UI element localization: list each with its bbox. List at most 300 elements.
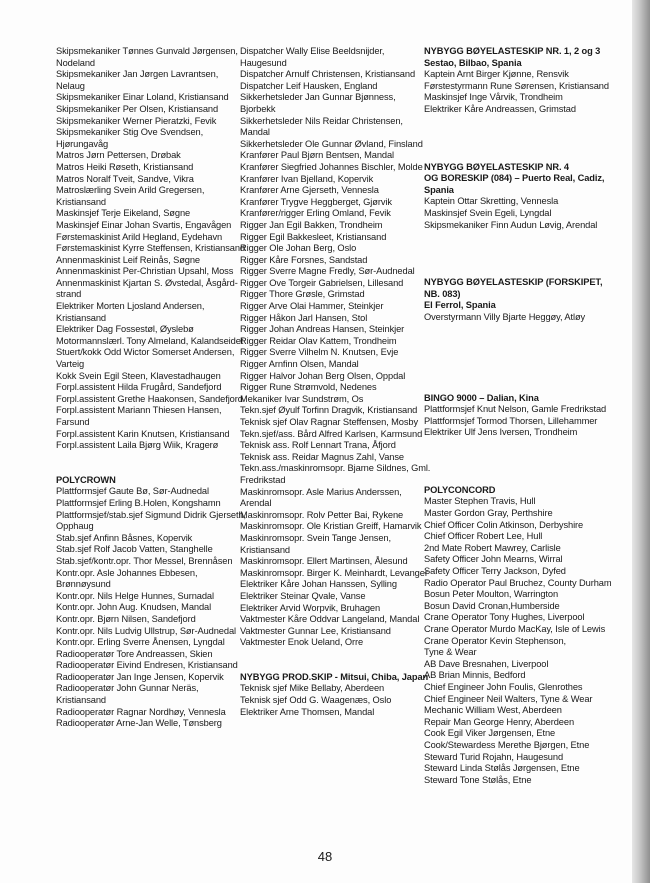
entry-line: Steward Linda Stølås Jørgensen, Etne	[424, 763, 580, 774]
entry-line: Dispatcher Arnulf Christensen, Kristiansand	[240, 69, 416, 80]
entry-line: Elektriker Kåre Johan Hanssen, Sylling	[240, 579, 397, 590]
entry-line: Forpl.assistent Grethe Haakonsen, Sandefjord	[56, 393, 243, 404]
crew-entry	[56, 509, 246, 533]
crew-entry	[240, 313, 422, 325]
entry-line: Kontr.opr. Asle Johannes Ebbesen,	[56, 567, 198, 578]
crew-entry	[424, 508, 614, 520]
crew-entry	[240, 162, 422, 174]
crew-entry	[240, 695, 422, 707]
entry-line: 2nd Mate Robert Mawrey, Carlisle	[424, 542, 561, 553]
page-edge-shadow	[632, 0, 650, 883]
entry-line: Skipsmekaniker Stig Ove Svendsen,	[56, 127, 204, 138]
crew-entry	[240, 174, 422, 186]
entry-line: Mekaniker Ivar Sundstrøm, Os	[240, 393, 364, 404]
crew-entry	[424, 81, 614, 93]
crew-entry	[240, 301, 422, 313]
entry-line: Rigger Rune Strømvold, Nedenes	[240, 382, 377, 393]
crew-entry	[424, 752, 614, 764]
entry-line: Skipsmekaniker Per Olsen, Kristiansand	[56, 103, 219, 114]
heading-line: El Ferrol, Spania	[424, 300, 496, 311]
crew-entry	[56, 672, 236, 684]
entry-line: Crane Operator Kevin Stephenson,	[424, 635, 567, 646]
section-spacer	[424, 370, 614, 393]
crew-entry	[56, 718, 236, 730]
crew-entry	[240, 150, 422, 162]
entry-line: Radiooperatør Ragnar Nordhøy, Vennesla	[56, 706, 226, 717]
crew-entry	[240, 116, 422, 139]
entry-line: Nelaug	[56, 80, 85, 91]
entry-line: Varteig	[56, 359, 85, 370]
entry-line: Steward Tone Stølås, Etne	[424, 774, 532, 785]
heading-line: NYBYGG BØYELASTESKIP (FORSKIPET,	[424, 277, 603, 288]
section-spacer	[424, 116, 614, 139]
crew-entry	[240, 220, 422, 232]
crew-entry	[424, 624, 614, 636]
entry-line: Teknisk sjef Mike Bellaby, Aberdeen	[240, 683, 385, 694]
entry-line: Rigger Thore Grøsle, Grimstad	[240, 289, 365, 300]
crew-entry	[424, 589, 614, 601]
crew-entry	[240, 92, 422, 115]
entry-line: Crane Operator Murdo MacKay, Isle of Lewis	[424, 624, 606, 634]
entry-line: Dispatcher Wally Elise Beeldsnijder,	[240, 46, 385, 56]
entry-line: Kranfører Arne Gjerseth, Vennesla	[240, 185, 379, 196]
entry-line: Brønnøysund	[56, 579, 111, 590]
entry-line: Elektriker Steinar Qvale, Vanse	[240, 590, 366, 601]
crew-entry	[424, 601, 614, 613]
entry-line: Nodeland	[56, 57, 96, 68]
crew-entry	[56, 266, 236, 278]
crew-entry	[56, 614, 236, 626]
crew-entry	[240, 521, 422, 533]
crew-entry	[56, 278, 236, 301]
crew-entry	[240, 394, 422, 406]
crew-entry	[424, 312, 614, 324]
entry-line: Kristiansand	[56, 312, 106, 323]
crew-entry	[240, 626, 422, 638]
crew-entry	[424, 92, 614, 104]
entry-line: Elektriker Arvid Worpvik, Bruhagen	[240, 602, 381, 613]
entry-line: Overstyrmann Villy Bjarte Heggøy, Atløy	[424, 311, 586, 322]
crew-entry	[240, 683, 422, 695]
entry-line: Vaktmester Gunnar Lee, Kristiansand	[240, 625, 391, 636]
crew-entry	[56, 393, 243, 406]
section-spacer	[424, 254, 614, 277]
entry-line: Rigger Egil Bakkesleet, Kristiansand	[240, 231, 387, 242]
heading-line: NYBYGG PROD.SKIP - Mitsui, Chiba, Japan	[240, 671, 429, 682]
crew-entry	[240, 382, 422, 394]
crew-entry	[424, 427, 614, 439]
crew-entry	[56, 440, 236, 452]
entry-line: Matros Jørn Pettersen, Drøbak	[56, 150, 181, 161]
entry-line: Førstestyrmann Rune Sørensen, Kristiansand	[424, 80, 609, 91]
crew-entry	[424, 670, 614, 682]
entry-line: Maskinromsopr. Asle Marius Anderssen,	[240, 486, 402, 497]
entry-line: Kranfører/rigger Erling Omland, Fevik	[240, 208, 391, 219]
heading-line: NYBYGG BØYELASTESKIP NR. 1, 2 og 3	[424, 46, 601, 56]
crew-entry	[424, 496, 614, 508]
entry-line: Rigger Jan Egil Bakken, Trondheim	[240, 219, 383, 230]
entry-line: Maskinromsopr. Ellert Martinsen, Ålesund	[240, 556, 408, 567]
entry-line: Forpl.assistent Karin Knutsen, Kristiansand	[56, 428, 230, 439]
crew-entry	[424, 520, 614, 532]
crew-entry	[56, 556, 236, 568]
heading-line: NB. 083)	[424, 288, 461, 299]
entry-line: Chief Officer Colin Atkinson, Derbyshire	[424, 519, 584, 530]
column-middle	[240, 46, 431, 718]
crew-entry	[240, 591, 422, 603]
crew-entry	[240, 81, 422, 93]
entry-line: Hjørungavåg	[56, 138, 109, 149]
crew-entry	[424, 659, 614, 671]
entry-line: Teknisk ass. Reidar Magnus Zahl, Vanse	[240, 451, 404, 462]
section-spacer	[424, 139, 614, 162]
entry-line: Repair Man George Henry, Aberdeen	[424, 716, 575, 727]
crew-entry	[240, 278, 422, 290]
entry-line: Mechanic William West, Aberdeen	[424, 705, 562, 716]
entry-line: Bjorbekk	[240, 103, 276, 114]
crew-entry	[56, 707, 236, 719]
column-left	[56, 46, 246, 730]
crew-entry	[56, 382, 236, 394]
entry-line: Maskinromsopr. Ole Kristian Greiff, Hamarvik	[240, 521, 422, 532]
crew-entry	[56, 335, 244, 348]
crew-entry	[240, 405, 422, 417]
crew-entry	[424, 728, 614, 740]
crew-entry	[56, 544, 236, 556]
entry-line: Kontr.opr. John Aug. Knudsen, Mandal	[56, 602, 212, 613]
crew-entry	[424, 554, 614, 566]
crew-entry	[240, 139, 422, 151]
crew-entry	[56, 127, 236, 150]
crew-entry	[240, 707, 422, 719]
entry-line: Cook Egil Viker Jørgensen, Etne	[424, 728, 556, 739]
section-heading	[424, 393, 614, 405]
entry-line: Sikkerhetsleder Nils Reidar Christensen,	[240, 115, 403, 126]
entry-line: Elektriker Ulf Jens Iversen, Trondheim	[424, 427, 578, 438]
entry-line: Skipsmekaniker Tønnes Gunvald Jørgensen,	[56, 46, 238, 56]
crew-entry	[240, 510, 422, 522]
page-number: 48	[317, 849, 333, 864]
entry-line: Kranfører Trygve Heggberget, Gjørvik	[240, 196, 392, 207]
entry-line: Annenmaskinist Kjartan S. Øvstedal, Åsgård-	[56, 277, 238, 288]
entry-line: Kontr.opr. Nils Ludvig Ullstrup, Sør-Audnedal	[56, 625, 236, 636]
crew-entry	[56, 174, 236, 186]
entry-line: Rigger Halvor Johan Berg Olsen, Oppdal	[240, 370, 406, 381]
entry-line: Rigger Sverre Vilhelm N. Knutsen, Evje	[240, 347, 399, 358]
crew-entry	[424, 636, 614, 659]
entry-line: Matroslærling Svein Arild Gregersen,	[56, 185, 205, 196]
entry-line: Haugesund	[240, 57, 287, 68]
crew-entry	[240, 336, 422, 348]
crew-entry	[56, 568, 236, 591]
entry-line: Kristiansand	[56, 695, 106, 706]
entry-line: Stab.sjef Anfinn Båsnes, Kopervik	[56, 532, 193, 543]
entry-line: Annenmaskinist Leif Reinås, Søgne	[56, 254, 200, 265]
crew-entry	[424, 196, 614, 208]
crew-entry	[240, 371, 422, 383]
crew-entry	[424, 208, 614, 220]
crew-entry	[240, 243, 422, 255]
entry-line: Dispatcher Leif Hausken, England	[240, 80, 378, 91]
crew-entry	[424, 416, 614, 428]
crew-entry	[240, 197, 422, 209]
entry-line: Master Gordon Gray, Perthshire	[424, 508, 553, 519]
entry-line: Forpl.assistent Hilda Frugård, Sandefjord	[56, 382, 222, 393]
crew-entry	[240, 603, 422, 615]
entry-line: Tekn.sjef/ass. Bård Alfred Karlsen, Karmsund	[240, 428, 423, 439]
crew-entry	[56, 371, 236, 383]
entry-line: Kontr.opr. Bjørn Nilsen, Sandefjord	[56, 613, 196, 624]
entry-line: Rigger Johan Andreas Hansen, Steinkjer	[240, 324, 405, 335]
crew-entry	[424, 705, 614, 717]
crew-entry	[56, 637, 236, 649]
crew-entry	[56, 602, 236, 614]
entry-line: Matros Noralf Tveit, Sandve, Vikra	[56, 173, 194, 184]
entry-line: Opphaug	[56, 521, 94, 532]
crew-entry	[240, 232, 422, 244]
section-heading	[424, 485, 614, 497]
section-heading	[424, 162, 614, 197]
entry-line: Førstemaskinist Kyrre Steffensen, Kristiansand	[56, 243, 245, 254]
crew-entry	[56, 162, 236, 174]
crew-entry	[240, 637, 422, 649]
crew-entry	[424, 612, 614, 624]
entry-line: Chief Engineer John Foulis, Glenrothes	[424, 681, 583, 692]
entry-line: Rigger Reidar Olav Kattem, Trondheim	[240, 335, 397, 346]
entry-line: Stab.sjef/kontr.opr. Thor Messel, Brennåsen	[56, 555, 233, 566]
entry-line: Steward Turid Rojahn, Haugesund	[424, 751, 564, 762]
crew-entry	[56, 69, 236, 92]
entry-line: Plattformsjef Gaute Bø, Sør-Audnedal	[56, 486, 209, 497]
crew-entry	[424, 404, 614, 416]
crew-entry	[424, 543, 614, 555]
crew-entry	[424, 566, 614, 578]
crew-entry	[424, 531, 614, 543]
heading-line: BINGO 9000 – Dalian, Kina	[424, 392, 539, 403]
entry-line: Elektriker Kåre Andreassen, Grimstad	[424, 103, 576, 114]
entry-line: Tekn.ass./maskinromsopr. Bjarne Sildnes, Gml.	[240, 463, 431, 474]
crew-entry	[56, 46, 236, 69]
entry-line: AB Dave Bresnahen, Liverpool	[424, 658, 549, 669]
crew-entry	[424, 104, 614, 116]
entry-line: Motormannslærl. Tony Almeland, Kalandseidet	[56, 335, 244, 346]
entry-line: Chief Officer Robert Lee, Hull	[424, 531, 543, 542]
crew-entry	[56, 347, 236, 370]
crew-entry	[56, 486, 236, 498]
crew-entry	[240, 463, 431, 486]
crew-entry	[240, 347, 422, 359]
crew-entry	[56, 660, 236, 672]
entry-line: Teknisk sjef Odd G. Waagenæs, Oslo	[240, 695, 392, 706]
entry-line: Farsund	[56, 417, 90, 427]
crew-entry	[56, 626, 236, 638]
entry-line: Maskinsjef Svein Egeli, Lyngdal	[424, 207, 552, 218]
entry-line: Vaktmester Enok Ueland, Orre	[240, 637, 364, 648]
crew-entry	[240, 324, 422, 336]
crew-entry	[240, 429, 422, 441]
crew-entry	[240, 614, 422, 626]
entry-line: Kristiansand	[240, 544, 290, 555]
crew-entry	[240, 487, 422, 510]
entry-line: Matros Heiki Røseth, Kristiansand	[56, 161, 194, 172]
entry-line: Chief Engineer Neil Walters, Tyne & Wear	[424, 693, 593, 704]
crew-entry	[424, 740, 614, 752]
entry-line: Stab.sjef Rolf Jacob Vatten, Stanghelle	[56, 544, 213, 555]
crew-entry	[56, 649, 236, 661]
entry-line: Fredrikstad	[240, 474, 286, 485]
entry-line: Sikkerhetsleder Jan Gunnar Bjønness,	[240, 92, 396, 103]
heading-line: POLYCROWN	[56, 474, 116, 485]
entry-line: Kranfører Paul Bjørn Bentsen, Mandal	[240, 150, 395, 161]
entry-line: Førstemaskinist Arild Hegland, Eydehavn	[56, 231, 223, 242]
crew-entry	[424, 717, 614, 729]
entry-line: Radio Operator Paul Bruchez, County Durham	[424, 577, 612, 588]
crew-entry	[56, 429, 236, 441]
entry-line: Kaptein Arnt Birger Kjønne, Rensvik	[424, 69, 569, 80]
entry-line: Rigger Arnfinn Olsen, Mandal	[240, 359, 359, 370]
entry-line: Maskinromsopr. Birger K. Meinhardt, Levanger	[240, 567, 428, 578]
crew-entry	[240, 556, 422, 568]
crew-entry	[56, 301, 236, 324]
entry-line: Safety Officer Terry Jackson, Dyfed	[424, 566, 566, 577]
entry-line: Master Stephen Travis, Hull	[424, 496, 536, 507]
entry-line: Maskinromsopr. Svein Tange Jensen,	[240, 532, 391, 543]
crew-entry	[240, 185, 422, 197]
entry-line: Maskinsjef Einar Johan Svartis, Engavågen	[56, 219, 232, 230]
entry-line: Tyne & Wear	[424, 647, 477, 658]
entry-line: Forpl.assistent Mariann Thiesen Hansen,	[56, 405, 222, 416]
entry-line: Arendal	[240, 498, 272, 509]
crew-entry	[56, 208, 236, 220]
entry-line: Forpl.assistent Laila Bjørg Wiik, Kragerø	[56, 440, 219, 451]
heading-line: Spania	[424, 184, 454, 195]
crew-entry	[56, 92, 236, 104]
section-spacer	[424, 347, 614, 370]
crew-entry	[240, 533, 422, 556]
entry-line: Kontr.opr. Nils Helge Hunnes, Surnadal	[56, 590, 214, 601]
entry-line: Plattformsjef Erling B.Holen, Kongshamn	[56, 497, 221, 508]
section-spacer	[424, 462, 614, 485]
crew-entry	[56, 220, 236, 232]
crew-entry	[424, 578, 614, 590]
entry-line: Radiooperatør Arne-Jan Welle, Tønsberg	[56, 718, 222, 729]
crew-entry	[56, 116, 236, 128]
entry-line: Rigger Ole Johan Berg, Oslo	[240, 243, 357, 254]
entry-line: Bosun Peter Moulton, Warrington	[424, 589, 559, 600]
entry-line: Crane Operator Tony Hughes, Liverpool	[424, 612, 585, 623]
crew-entry	[424, 775, 614, 787]
crew-entry	[240, 452, 422, 464]
entry-line: Sikkerhetsleder Ole Gunnar Øvland, Finsland	[240, 138, 423, 149]
section-spacer	[56, 452, 236, 475]
entry-line: Rigger Ove Torgeir Gabrielsen, Lillesand	[240, 277, 404, 288]
entry-line: Rigger Håkon Jarl Hansen, Stol	[240, 312, 368, 323]
entry-line: Mandal	[240, 127, 270, 138]
entry-line: Rigger Sverre Magne Fredly, Sør-Audnedal	[240, 266, 415, 277]
entry-line: Kaptein Ottar Skretting, Vennesla	[424, 196, 559, 207]
heading-line: Sestao, Bilbao, Spania	[424, 57, 522, 68]
section-spacer	[240, 649, 422, 672]
crew-entry	[240, 567, 428, 580]
entry-line: Safety Officer John Mearns, Wirral	[424, 554, 563, 565]
entry-line: Rigger Kåre Forsnes, Sandstad	[240, 254, 368, 265]
entry-line: strand	[56, 289, 82, 300]
crew-entry	[56, 324, 236, 336]
entry-line: AB Brian Minnis, Bedford	[424, 670, 526, 681]
crew-entry	[424, 682, 614, 694]
heading-line: POLYCONCORD	[424, 484, 496, 495]
column-right	[424, 46, 614, 786]
crew-entry	[56, 150, 236, 162]
crew-entry	[240, 266, 422, 278]
crew-entry	[56, 405, 236, 428]
entry-line: Elektriker Dag Fossestøl, Øyslebø	[56, 324, 194, 335]
entry-line: Kontr.opr. Erling Sverre Ånensen, Lyngdal	[56, 637, 225, 648]
entry-line: Maskinsjef Terje Eikeland, Søgne	[56, 208, 191, 219]
entry-line: Skipsmekaniker Jan Jørgen Lavrantsen,	[56, 69, 219, 80]
crew-entry	[240, 69, 422, 81]
crew-entry	[240, 417, 422, 429]
crew-entry	[240, 579, 422, 591]
entry-line: Radiooperatør Eivind Endresen, Kristiansand	[56, 660, 238, 671]
crew-entry	[240, 440, 422, 452]
crew-entry	[56, 104, 236, 116]
entry-line: Kokk Svein Egil Steen, Klavestadhaugen	[56, 370, 221, 381]
crew-entry	[56, 255, 236, 267]
section-spacer	[424, 324, 614, 347]
entry-line: Plattformsjef Tormod Thorsen, Lillehammer	[424, 415, 598, 426]
crew-entry	[240, 208, 422, 220]
crew-entry	[424, 69, 614, 81]
crew-entry	[56, 185, 236, 208]
section-heading	[424, 277, 614, 312]
crew-entry	[424, 220, 614, 232]
entry-line: Radiooperatør Tore Andreassen, Skien	[56, 648, 213, 659]
section-spacer	[424, 231, 614, 254]
crew-entry	[424, 763, 614, 775]
entry-line: Skipsmekaniker Werner Pieratzki, Fevik	[56, 115, 217, 126]
crew-entry	[56, 683, 236, 706]
entry-line: Maskinsjef Inge Vårvik, Trondheim	[424, 92, 563, 103]
section-heading	[424, 46, 614, 69]
entry-line: Radiooperatør Jan Inge Jensen, Kopervik	[56, 671, 224, 682]
crew-entry	[240, 289, 422, 301]
crew-entry	[240, 359, 422, 371]
entry-line: Teknisk sjef Olav Ragnar Steffensen, Mosby	[240, 417, 419, 427]
entry-line: Bosun David Cronan,Humberside	[424, 600, 560, 611]
entry-line: Skipsmekaniker Finn Audun Løvig, Arendal	[424, 219, 598, 230]
entry-line: Elektriker Arne Thomsen, Mandal	[240, 706, 375, 717]
entry-line: Vaktmester Kåre Oddvar Langeland, Mandal	[240, 614, 420, 625]
entry-line: Plattformsjef Knut Nelson, Gamle Fredrikstad	[424, 404, 607, 415]
crew-entry	[56, 498, 236, 510]
crew-entry	[56, 591, 236, 603]
entry-line: Rigger Arve Olai Hammer, Steinkjer	[240, 301, 384, 312]
entry-line: Stuert/kokk Odd Wictor Somerset Andersen,	[56, 347, 235, 358]
crew-entry	[56, 232, 236, 244]
crew-entry	[240, 46, 422, 69]
entry-line: Elektriker Morten Ljosland Andersen,	[56, 301, 205, 312]
entry-line: Kranfører Siegfried Johannes Bischler, Molde	[240, 161, 423, 172]
section-heading	[240, 671, 429, 684]
entry-line: Annenmaskinist Per-Christian Upsahl, Moss	[56, 266, 234, 277]
heading-line: OG BORESKIP (084) – Puerto Real, Cadiz,	[424, 173, 605, 184]
crew-entry	[56, 533, 236, 545]
entry-line: Tekn.sjef Øyulf Torfinn Dragvik, Kristiansand	[240, 405, 418, 416]
entry-line: Kranfører Ivan Bjelland, Kopervik	[240, 173, 374, 184]
section-heading	[56, 475, 236, 487]
heading-line: NYBYGG BØYELASTESKIP NR. 4	[424, 161, 569, 172]
